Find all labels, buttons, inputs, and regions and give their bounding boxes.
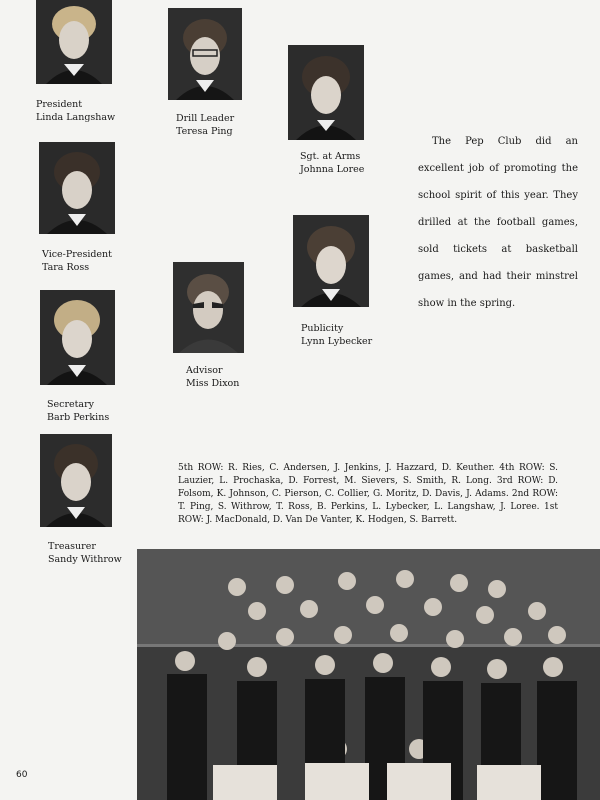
portrait-treasurer <box>40 434 112 527</box>
portrait-image <box>40 290 115 385</box>
pep-club-description <box>418 128 578 317</box>
officer-name: Miss Dixon <box>186 378 240 389</box>
portrait-image <box>293 215 369 307</box>
officer-title: Treasurer <box>48 541 96 552</box>
caption-secretary <box>47 398 109 424</box>
portrait-sgt-at-arms <box>288 45 364 140</box>
officer-title: Vice-President <box>42 249 112 260</box>
portrait-advisor <box>173 262 244 353</box>
group-photo-image <box>137 549 600 800</box>
officer-name: Sandy Withrow <box>48 554 122 565</box>
officer-name: Barb Perkins <box>47 412 110 423</box>
portrait-image <box>288 45 364 140</box>
officer-title: Sgt. at Arms <box>300 151 361 162</box>
officer-name: Tara Ross <box>42 262 90 273</box>
caption-advisor <box>186 364 239 390</box>
officer-title: President <box>36 99 83 110</box>
officer-name: Johnna Loree <box>300 164 365 175</box>
portrait-image <box>40 434 112 527</box>
officer-name: Lynn Lybecker <box>301 336 373 347</box>
portrait-president <box>36 0 112 84</box>
description-text: The Pep Club did an excellent job of promoting the school spirit of this year. They drilled at the football games, sold tickets at basketball games, and had their minstrel show in the spring. <box>418 136 578 309</box>
portrait-image <box>39 142 115 234</box>
portrait-drill-leader <box>168 8 242 100</box>
page-number: 60 <box>16 770 28 780</box>
caption-sgt-at-arms <box>300 150 364 176</box>
caption-drill-leader <box>176 112 234 138</box>
officer-title: Advisor <box>186 365 223 376</box>
caption-vice-president <box>42 248 112 274</box>
caption-treasurer <box>48 540 122 566</box>
group-photo <box>137 549 600 800</box>
officer-title: Publicity <box>301 323 344 334</box>
portrait-secretary <box>40 290 115 385</box>
portrait-image <box>36 0 112 84</box>
portrait-image <box>168 8 242 100</box>
officer-title: Secretary <box>47 399 95 410</box>
portrait-image <box>173 262 244 353</box>
portrait-vice-president <box>39 142 115 234</box>
caption-publicity <box>301 322 372 348</box>
officer-name: Linda Langshaw <box>36 112 116 123</box>
officer-title: Drill Leader <box>176 113 235 124</box>
group-roster: 5th ROW: R. Ries, C. Andersen, J. Jenkins, J. Hazzard, D. Keuther. 4th ROW: S. Lauzier, L. Prochaska, D. Forrest, M. Sievers, S. Smith, R. Long. 3rd ROW: D. Folsom, K. Johnson, C. Pierson, C. Collier, G. Moritz, D. Davis, J. Adams. 2nd ROW: T. Ping, S. Withrow, T. Ross, B. Perkins, L. Lybecker, L. Langshaw, J. Loree. 1st ROW: J. MacDonald, D. Van De Vanter, K. Hodgen, S. Barrett. <box>178 463 558 525</box>
caption-president <box>36 98 115 124</box>
portrait-publicity <box>293 215 369 307</box>
officer-name: Teresa Ping <box>176 126 233 137</box>
